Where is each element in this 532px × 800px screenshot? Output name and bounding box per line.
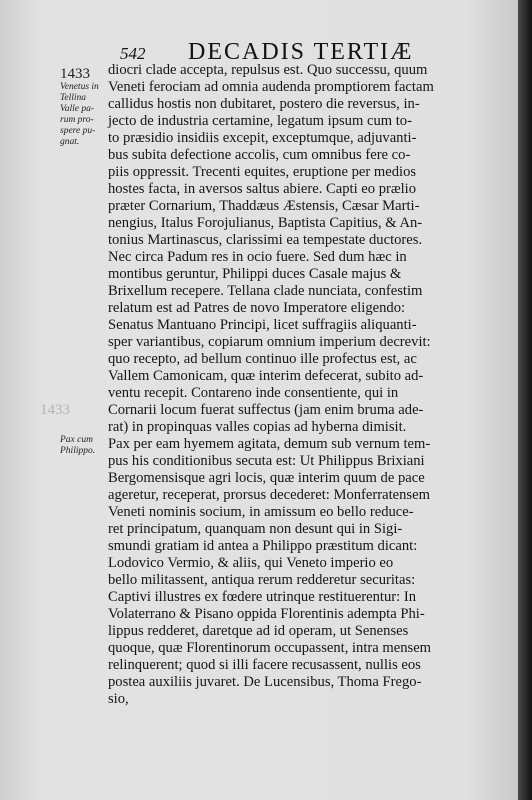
margin-note-line: Tellina	[60, 93, 87, 103]
margin-note-line: Valle pa-	[60, 104, 95, 114]
margin-note-line: gnat.	[60, 137, 80, 147]
text-line: quoque, quæ Florentinorum occupassent, intra mensem	[108, 640, 432, 656]
text-line: nengius, Italus Forojulianus, Baptista Capitius, & An-	[108, 215, 423, 231]
text-line: ret principatum, quanquam non desunt qui in Sigi-	[108, 521, 403, 537]
body-text	[108, 62, 498, 708]
margin-note-pax	[60, 435, 95, 457]
text-line: montibus geruntur, Philippi duces Casale majus &	[108, 266, 402, 282]
text-line: Lodovico Vermio, & aliis, qui Veneto imperio eo	[108, 555, 394, 571]
text-line: Veneti nominis socium, in amissum eo bello reduce-	[108, 504, 414, 520]
text-line: Vallem Camonicam, quæ interim defecerat, subito ad-	[108, 368, 424, 384]
text-line: postea auxiliis juvaret. De Lucensibus, Thoma Frego-	[108, 674, 422, 690]
text-line: Pax per eam hyemem agitata, demum sub vernum tem-	[108, 436, 431, 452]
text-line: Brixellum recepere. Tellana clade nunciata, confestim	[108, 283, 423, 299]
text-line: callidus hostis non dubitaret, postero die reversus, in-	[108, 96, 420, 112]
text-line: Captivi illustres ex fœdere utrinque restituerentur: In	[108, 589, 417, 605]
margin-note-line: Venetus in	[60, 82, 99, 92]
margin-note-line: rum pro-	[60, 115, 94, 125]
text-line: tonius Martinascus, clarissimi ea tempestate ductores.	[108, 232, 423, 248]
text-line: pus his conditionibus secuta est: Ut Philippus Brixiani	[108, 453, 425, 469]
margin-year: 1433	[60, 66, 90, 82]
text-line: Nec circa Padum res in ocio fuere. Sed dum hæc in	[108, 249, 407, 265]
text-line: Cornarii locum fuerat suffectus (jam enim bruma ade-	[108, 402, 424, 418]
text-line: hostes facta, in aversos saltus abiere. Capti eo prælio	[108, 181, 417, 197]
text-line: smundi gratiam id antea a Philippo præstitum dicant:	[108, 538, 418, 554]
margin-note-line: Philippo.	[60, 446, 96, 456]
page-number: 542	[120, 44, 146, 63]
text-line: bello militassent, antiqua rerum redderetur securitas:	[108, 572, 416, 588]
text-line: bus subita defectione accolis, cum omnibus fere co-	[108, 147, 411, 163]
text-line: rat) in propinquas valles copias ad hyberna dimisit.	[108, 419, 407, 435]
margin-note-line: Pax cum	[60, 435, 93, 445]
show-through-year: 1433	[40, 402, 70, 418]
text-line: Senatus Mantuano Principi, licet suffragiis aliquanti-	[108, 317, 417, 333]
text-line: præter Cornarium, Thaddæus Æstensis, Cæsar Marti-	[108, 198, 420, 214]
text-line: quo recepto, ad bellum continuo ille profectus est, ac	[108, 351, 417, 367]
text-line: diocri clade accepta, repulsus est. Quo successu, quum	[108, 62, 428, 78]
text-line: lippus redderet, daretque ad id operam, ut Senenses	[108, 623, 409, 639]
text-line: to præsidio insidiis excepit, exceptumque, adjuvanti-	[108, 130, 417, 146]
book-edge	[518, 0, 532, 800]
text-line: Veneti ferociam ad omnia audenda promptiorem factam	[108, 79, 434, 95]
text-line: Bergomensisque agri locis, quæ interim quum de pace	[108, 470, 425, 486]
text-line: sper variantibus, copiarum omnium imperium decrevit:	[108, 334, 431, 350]
text-line: ventu recepit. Contareno inde consentiente, qui in	[108, 385, 399, 401]
text-line: jecto de industria certamine, legatum ipsum cum to-	[108, 113, 412, 129]
text-line: ageretur, receperat, prorsus decederet: Monferratensem	[108, 487, 430, 503]
margin-note-venetus	[60, 82, 99, 148]
margin-note-line: spere pu-	[60, 126, 96, 136]
running-title: DECADIS TERTIÆ	[188, 39, 414, 65]
text-line: piis oppressit. Trecenti equites, eruptione per medios	[108, 164, 417, 180]
text-line: relinquerent; quod si illi facere recusassent, nullis eos	[108, 657, 421, 673]
text-line: relatum est ad Patres de novo Imperatore eligendo:	[108, 300, 406, 316]
text-line: Volaterrano & Pisano oppida Florentinis adempta Phi-	[108, 606, 425, 622]
text-line: sio,	[108, 691, 129, 707]
